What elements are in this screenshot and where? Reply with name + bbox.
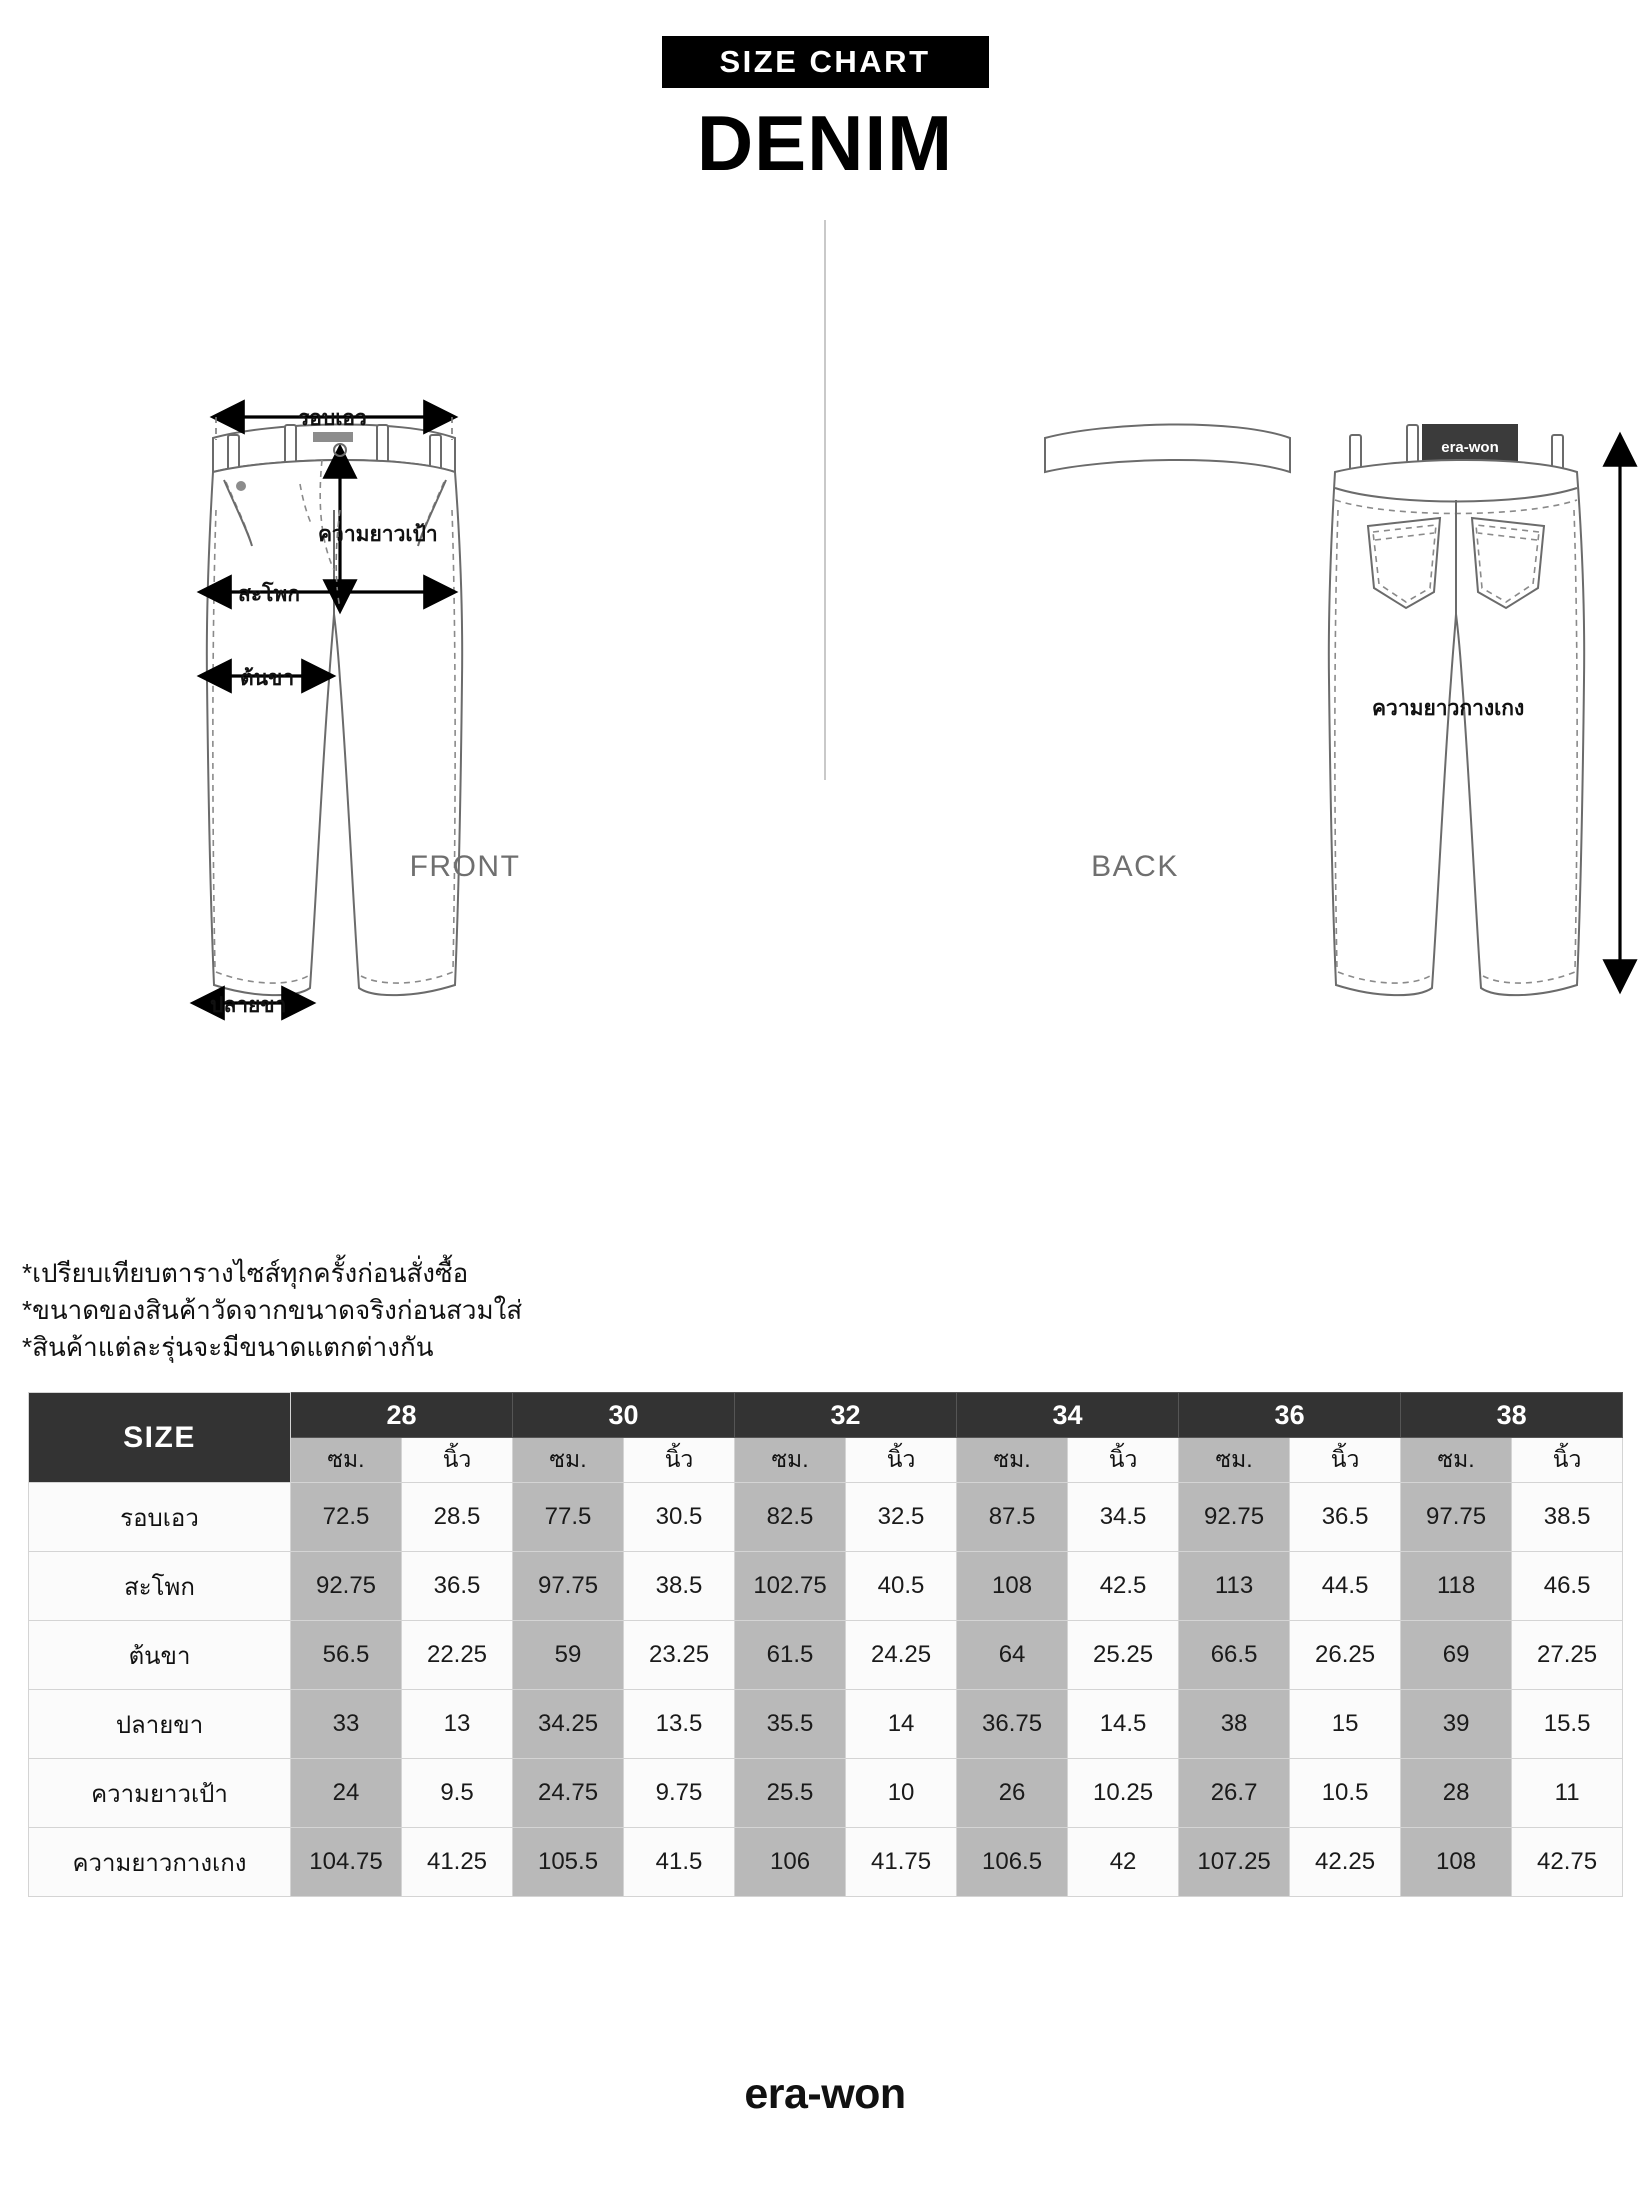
cell-totallength-32-cm: 106 [735, 1828, 846, 1897]
cell-legopening-38-cm: 39 [1401, 1690, 1512, 1759]
cell-thigh-30-cm: 59 [513, 1621, 624, 1690]
cell-hip-34-cm: 108 [957, 1552, 1068, 1621]
cell-thigh-38-in: 27.25 [1512, 1621, 1623, 1690]
row-label-leg-opening: ปลายขา [29, 1690, 291, 1759]
cell-waist-28-in: 28.5 [402, 1483, 513, 1552]
table-row [29, 1690, 1623, 1759]
cell-waist-30-cm: 77.5 [513, 1483, 624, 1552]
page-title: DENIM [696, 99, 954, 187]
cell-waist-36-cm: 92.75 [1179, 1483, 1290, 1552]
row-label-thigh: ต้นขา [29, 1621, 291, 1690]
size-chart-ribbon: SIZE CHART [662, 36, 989, 88]
cell-waist-34-cm: 87.5 [957, 1483, 1068, 1552]
unit-header-in-34: นิ้ว [1068, 1438, 1179, 1483]
cell-thigh-28-cm: 56.5 [291, 1621, 402, 1690]
size-table [28, 1392, 1623, 1897]
table-header-sizes [29, 1393, 1623, 1438]
diagram-divider [824, 220, 826, 780]
table-row [29, 1828, 1623, 1897]
unit-header-in-36: นิ้ว [1290, 1438, 1401, 1483]
dim-label-hip: สะโพก [238, 583, 300, 606]
row-label-total-length: ความยาวกางเกง [29, 1828, 291, 1897]
cell-totallength-30-in: 41.5 [624, 1828, 735, 1897]
cell-thigh-32-cm: 61.5 [735, 1621, 846, 1690]
page-footer [0, 2070, 1650, 2119]
row-label-waist: รอบเอว [29, 1483, 291, 1552]
table-row [29, 1483, 1623, 1552]
unit-header-cm-30: ซม. [513, 1438, 624, 1483]
cell-hip-36-in: 44.5 [1290, 1552, 1401, 1621]
cell-rise-32-in: 10 [846, 1759, 957, 1828]
cell-hip-36-cm: 113 [1179, 1552, 1290, 1621]
cell-totallength-36-cm: 107.25 [1179, 1828, 1290, 1897]
cell-thigh-30-in: 23.25 [624, 1621, 735, 1690]
cell-legopening-32-in: 14 [846, 1690, 957, 1759]
cell-totallength-34-cm: 106.5 [957, 1828, 1068, 1897]
table-row [29, 1759, 1623, 1828]
cell-totallength-28-in: 41.25 [402, 1828, 513, 1897]
cell-rise-38-in: 11 [1512, 1759, 1623, 1828]
dim-label-thigh: ต้นขา [240, 667, 295, 690]
cell-legopening-28-in: 13 [402, 1690, 513, 1759]
page-header [0, 0, 1650, 187]
cell-rise-36-cm: 26.7 [1179, 1759, 1290, 1828]
size-table-body [29, 1483, 1623, 1897]
brand-logo: era-won [744, 2070, 906, 2118]
cell-thigh-34-in: 25.25 [1068, 1621, 1179, 1690]
cell-rise-28-cm: 24 [291, 1759, 402, 1828]
jeans-diagram-area [0, 210, 1650, 1017]
unit-header-in-28: นิ้ว [402, 1438, 513, 1483]
cell-hip-32-in: 40.5 [846, 1552, 957, 1621]
cell-rise-32-cm: 25.5 [735, 1759, 846, 1828]
unit-header-cm-36: ซม. [1179, 1438, 1290, 1483]
cell-legopening-32-cm: 35.5 [735, 1690, 846, 1759]
cell-thigh-28-in: 22.25 [402, 1621, 513, 1690]
cell-totallength-28-cm: 104.75 [291, 1828, 402, 1897]
cell-thigh-32-in: 24.25 [846, 1621, 957, 1690]
cell-waist-28-cm: 72.5 [291, 1483, 402, 1552]
size-header-34: 34 [957, 1393, 1179, 1438]
table-row [29, 1552, 1623, 1621]
dim-label-rise: ความยาวเป้า [318, 523, 438, 546]
cell-legopening-28-cm: 33 [291, 1690, 402, 1759]
unit-header-in-38: นิ้ว [1512, 1438, 1623, 1483]
size-header-28: 28 [291, 1393, 513, 1438]
cell-hip-28-cm: 92.75 [291, 1552, 402, 1621]
dim-label-leg-opening: ปลายขา [210, 994, 287, 1017]
note-line-1: *เปรียบเทียบตารางไซส์ทุกครั้งก่อนสั่งซื้อ [22, 1258, 469, 1288]
dim-label-waist: รอบเอว [298, 407, 367, 430]
cell-rise-30-cm: 24.75 [513, 1759, 624, 1828]
back-patch-text: era-won [1441, 439, 1499, 456]
front-view-caption: FRONT [409, 850, 521, 883]
cell-waist-38-in: 38.5 [1512, 1483, 1623, 1552]
unit-header-cm-32: ซม. [735, 1438, 846, 1483]
cell-thigh-38-cm: 69 [1401, 1621, 1512, 1690]
cell-totallength-38-cm: 108 [1401, 1828, 1512, 1897]
cell-rise-28-in: 9.5 [402, 1759, 513, 1828]
cell-waist-38-cm: 97.75 [1401, 1483, 1512, 1552]
front-jeans-illustration [0, 210, 820, 910]
cell-rise-34-cm: 26 [957, 1759, 1068, 1828]
cell-legopening-30-cm: 34.25 [513, 1690, 624, 1759]
cell-legopening-34-in: 14.5 [1068, 1690, 1179, 1759]
cell-rise-34-in: 10.25 [1068, 1759, 1179, 1828]
cell-legopening-38-in: 15.5 [1512, 1690, 1623, 1759]
table-corner-label: SIZE [29, 1393, 291, 1483]
size-header-30: 30 [513, 1393, 735, 1438]
row-label-hip: สะโพก [29, 1552, 291, 1621]
size-header-32: 32 [735, 1393, 957, 1438]
cell-hip-38-cm: 118 [1401, 1552, 1512, 1621]
cell-hip-28-in: 36.5 [402, 1552, 513, 1621]
unit-header-in-30: นิ้ว [624, 1438, 735, 1483]
cell-legopening-34-cm: 36.75 [957, 1690, 1068, 1759]
note-line-3: *สินค้าแต่ละรุ่นจะมีขนาดแตกต่างกัน [22, 1331, 434, 1362]
unit-header-in-32: นิ้ว [846, 1438, 957, 1483]
size-header-38: 38 [1401, 1393, 1623, 1438]
table-row [29, 1621, 1623, 1690]
cell-waist-32-cm: 82.5 [735, 1483, 846, 1552]
cell-legopening-30-in: 13.5 [624, 1690, 735, 1759]
cell-rise-36-in: 10.5 [1290, 1759, 1401, 1828]
unit-header-cm-34: ซม. [957, 1438, 1068, 1483]
dim-label-total-length: ความยาวกางเกง [1372, 697, 1525, 720]
cell-thigh-34-cm: 64 [957, 1621, 1068, 1690]
back-jeans-illustration [830, 210, 1650, 910]
cell-rise-30-in: 9.75 [624, 1759, 735, 1828]
unit-header-cm-28: ซม. [291, 1438, 402, 1483]
size-header-36: 36 [1179, 1393, 1401, 1438]
cell-totallength-32-in: 41.75 [846, 1828, 957, 1897]
note-line-2: *ขนาดของสินค้าวัดจากขนาดจริงก่อนสวมใส่ [22, 1294, 523, 1325]
size-table-container [28, 1392, 1622, 1897]
cell-waist-34-in: 34.5 [1068, 1483, 1179, 1552]
cell-hip-34-in: 42.5 [1068, 1552, 1179, 1621]
cell-waist-30-in: 30.5 [624, 1483, 735, 1552]
cell-hip-32-cm: 102.75 [735, 1552, 846, 1621]
measurement-notes [22, 1255, 522, 1366]
cell-hip-30-cm: 97.75 [513, 1552, 624, 1621]
row-label-rise: ความยาวเป้า [29, 1759, 291, 1828]
cell-totallength-38-in: 42.75 [1512, 1828, 1623, 1897]
unit-header-cm-38: ซม. [1401, 1438, 1512, 1483]
cell-thigh-36-in: 26.25 [1290, 1621, 1401, 1690]
cell-totallength-36-in: 42.25 [1290, 1828, 1401, 1897]
cell-legopening-36-cm: 38 [1179, 1690, 1290, 1759]
cell-totallength-30-cm: 105.5 [513, 1828, 624, 1897]
cell-hip-30-in: 38.5 [624, 1552, 735, 1621]
cell-rise-38-cm: 28 [1401, 1759, 1512, 1828]
cell-waist-32-in: 32.5 [846, 1483, 957, 1552]
cell-legopening-36-in: 15 [1290, 1690, 1401, 1759]
cell-waist-36-in: 36.5 [1290, 1483, 1401, 1552]
cell-thigh-36-cm: 66.5 [1179, 1621, 1290, 1690]
cell-totallength-34-in: 42 [1068, 1828, 1179, 1897]
cell-hip-38-in: 46.5 [1512, 1552, 1623, 1621]
back-view-caption: BACK [1091, 850, 1179, 883]
